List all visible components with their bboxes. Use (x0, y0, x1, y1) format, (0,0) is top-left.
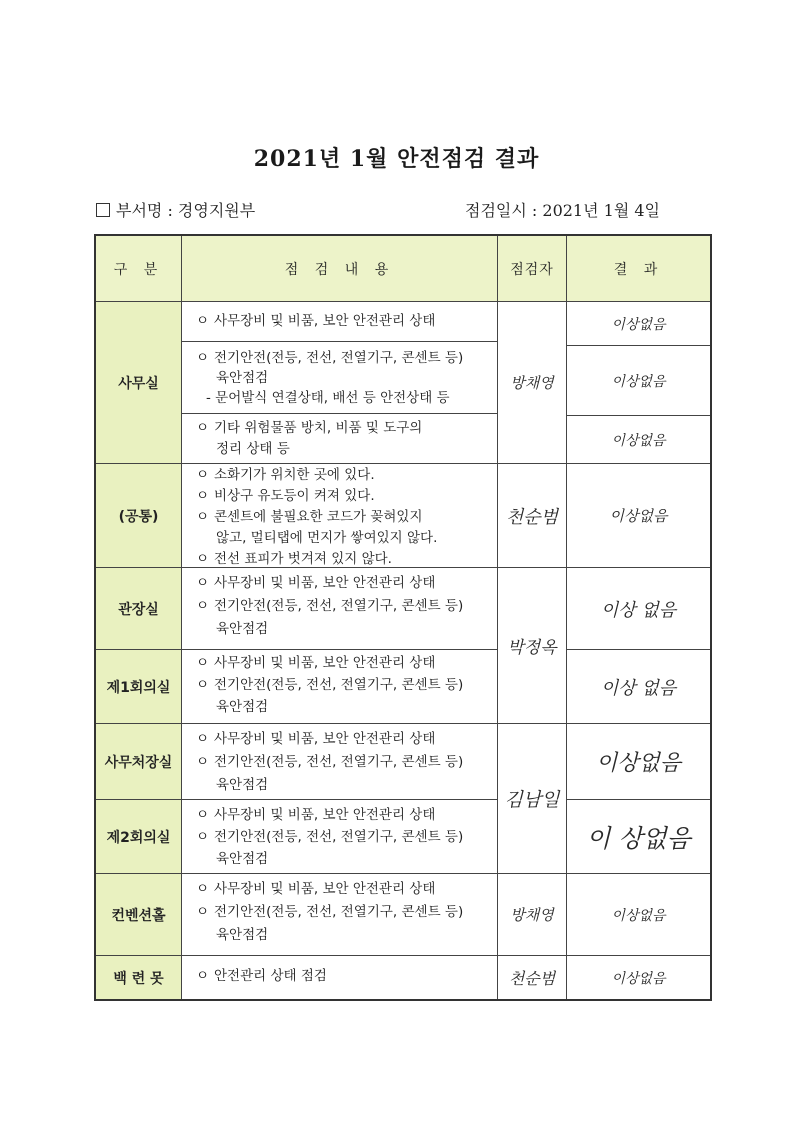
department-label: 부서명 : 경영지원부 (116, 201, 256, 220)
header-content: 점 검 내 용 (182, 236, 498, 302)
item-text: 육안점검 (216, 699, 269, 715)
bullet-icon: ㅇ (196, 754, 210, 770)
bullet-icon: ㅇ (196, 420, 210, 436)
category-conference-2: 제2회의실 (96, 800, 182, 874)
category-director-room: 관장실 (96, 568, 182, 650)
result-convention-hall: 이상없음 (567, 874, 710, 956)
inspector-convention-hall: 방채영 (498, 874, 567, 956)
item-text: 사무장비 및 비품, 보안 안전관리 상태 (214, 731, 436, 747)
bullet-icon: ㅇ (196, 575, 210, 591)
bullet-icon: ㅇ (196, 881, 210, 897)
item-text: 전기안전(전등, 전선, 전열기구, 콘센트 등) (214, 598, 464, 614)
bullet-icon: ㅇ (196, 829, 210, 845)
inspection-date: 점검일시 : 2021년 1월 4일 (465, 201, 661, 220)
header-category: 구 분 (96, 236, 182, 302)
item-text: 사무장비 및 비품, 보안 안전관리 상태 (214, 881, 436, 897)
item-text: 사무장비 및 비품, 보안 안전관리 상태 (214, 807, 436, 823)
category-lotus-pond: 백 련 못 (96, 956, 182, 999)
result-director-room: 이상 없음 (567, 568, 710, 650)
item-text: 기타 위험물품 방치, 비품 및 도구의 (214, 420, 423, 436)
result-office-3: 이상없음 (567, 416, 710, 464)
category-office: 사무실 (96, 302, 182, 464)
item-text: 전기안전(전등, 전선, 전열기구, 콘센트 등) (214, 677, 464, 693)
inspector-office: 방채영 (498, 302, 567, 464)
category-secretary-general-room: 사무처장실 (96, 724, 182, 800)
result-office-1: 이상없음 (567, 302, 710, 346)
result-secretary-general-room: 이상없음 (567, 724, 710, 800)
item-text: 육안점검 (216, 851, 269, 867)
bullet-icon: ㅇ (196, 677, 210, 693)
bullet-icon: ㅇ (196, 313, 210, 329)
header-inspector: 점검자 (498, 236, 567, 302)
item-text: 사무장비 및 비품, 보안 안전관리 상태 (214, 655, 436, 671)
item-text: 육안점검 (216, 777, 269, 793)
content-lotus-pond (182, 956, 498, 999)
content-office-2 (182, 342, 498, 414)
bullet-icon: ㅇ (196, 655, 210, 671)
item-text: 전선 표피가 벗겨져 있지 않다. (214, 551, 392, 567)
content-secretary-general-room (182, 724, 498, 800)
item-text: 않고, 멀티탭에 먼지가 쌓여있지 않다. (216, 530, 438, 546)
inspector-director-conf1: 박정옥 (498, 568, 567, 724)
content-office-3 (182, 414, 498, 464)
content-conference-2 (182, 800, 498, 874)
item-text: - 문어발식 연결상태, 배선 등 안전상태 등 (206, 390, 450, 406)
item-text: 전기안전(전등, 전선, 전열기구, 콘센트 등) (214, 829, 464, 845)
bullet-icon: ㅇ (196, 467, 210, 483)
bullet-icon: ㅇ (196, 350, 210, 366)
inspector-lotus-pond: 천순범 (498, 956, 567, 999)
inspection-table (94, 234, 712, 1001)
bullet-icon: ㅇ (196, 598, 210, 614)
bullet-icon: ㅇ (196, 509, 210, 525)
document-title: 2021년 1월 안전점검 결과 (253, 146, 540, 172)
result-office-2: 이상없음 (567, 346, 710, 416)
item-text: 전기안전(전등, 전선, 전열기구, 콘센트 등) (214, 754, 464, 770)
content-conference-1 (182, 650, 498, 724)
item-text: 콘센트에 불필요한 코드가 꽂혀있지 (214, 509, 423, 525)
item-text: 육안점검 (216, 370, 269, 386)
category-conference-1: 제1회의실 (96, 650, 182, 724)
result-common: 이상없음 (567, 464, 710, 568)
header-result: 결 과 (567, 236, 710, 302)
checkbox-icon (96, 203, 110, 217)
inspector-secretary-conf2: 김남일 (498, 724, 567, 874)
content-office-1 (182, 302, 498, 342)
item-text: 정리 상태 등 (216, 441, 290, 457)
bullet-icon: ㅇ (196, 968, 210, 984)
bullet-icon: ㅇ (196, 807, 210, 823)
inspector-common: 천순범 (498, 464, 567, 568)
content-common (182, 464, 498, 568)
department (96, 198, 255, 221)
bullet-icon: ㅇ (196, 731, 210, 747)
category-common: (공통) (96, 464, 182, 568)
item-text: 비상구 유도등이 켜져 있다. (214, 488, 375, 504)
content-director-room (182, 568, 498, 650)
category-convention-hall: 컨벤션홀 (96, 874, 182, 956)
item-text: 육안점검 (216, 621, 269, 637)
item-text: 전기안전(전등, 전선, 전열기구, 콘센트 등) (214, 350, 464, 366)
result-conference-1: 이상 없음 (567, 650, 710, 724)
item-text: 사무장비 및 비품, 보안 안전관리 상태 (214, 575, 436, 591)
item-text: 사무장비 및 비품, 보안 안전관리 상태 (214, 313, 436, 329)
result-conference-2: 이 상없음 (567, 800, 710, 874)
item-text: 전기안전(전등, 전선, 전열기구, 콘센트 등) (214, 904, 464, 920)
bullet-icon: ㅇ (196, 904, 210, 920)
bullet-icon: ㅇ (196, 551, 210, 567)
content-convention-hall (182, 874, 498, 956)
item-text: 육안점검 (216, 927, 269, 943)
bullet-icon: ㅇ (196, 488, 210, 504)
item-text: 소화기가 위치한 곳에 있다. (214, 467, 375, 483)
result-lotus-pond: 이상없음 (611, 970, 666, 987)
item-text: 안전관리 상태 점검 (214, 968, 327, 984)
